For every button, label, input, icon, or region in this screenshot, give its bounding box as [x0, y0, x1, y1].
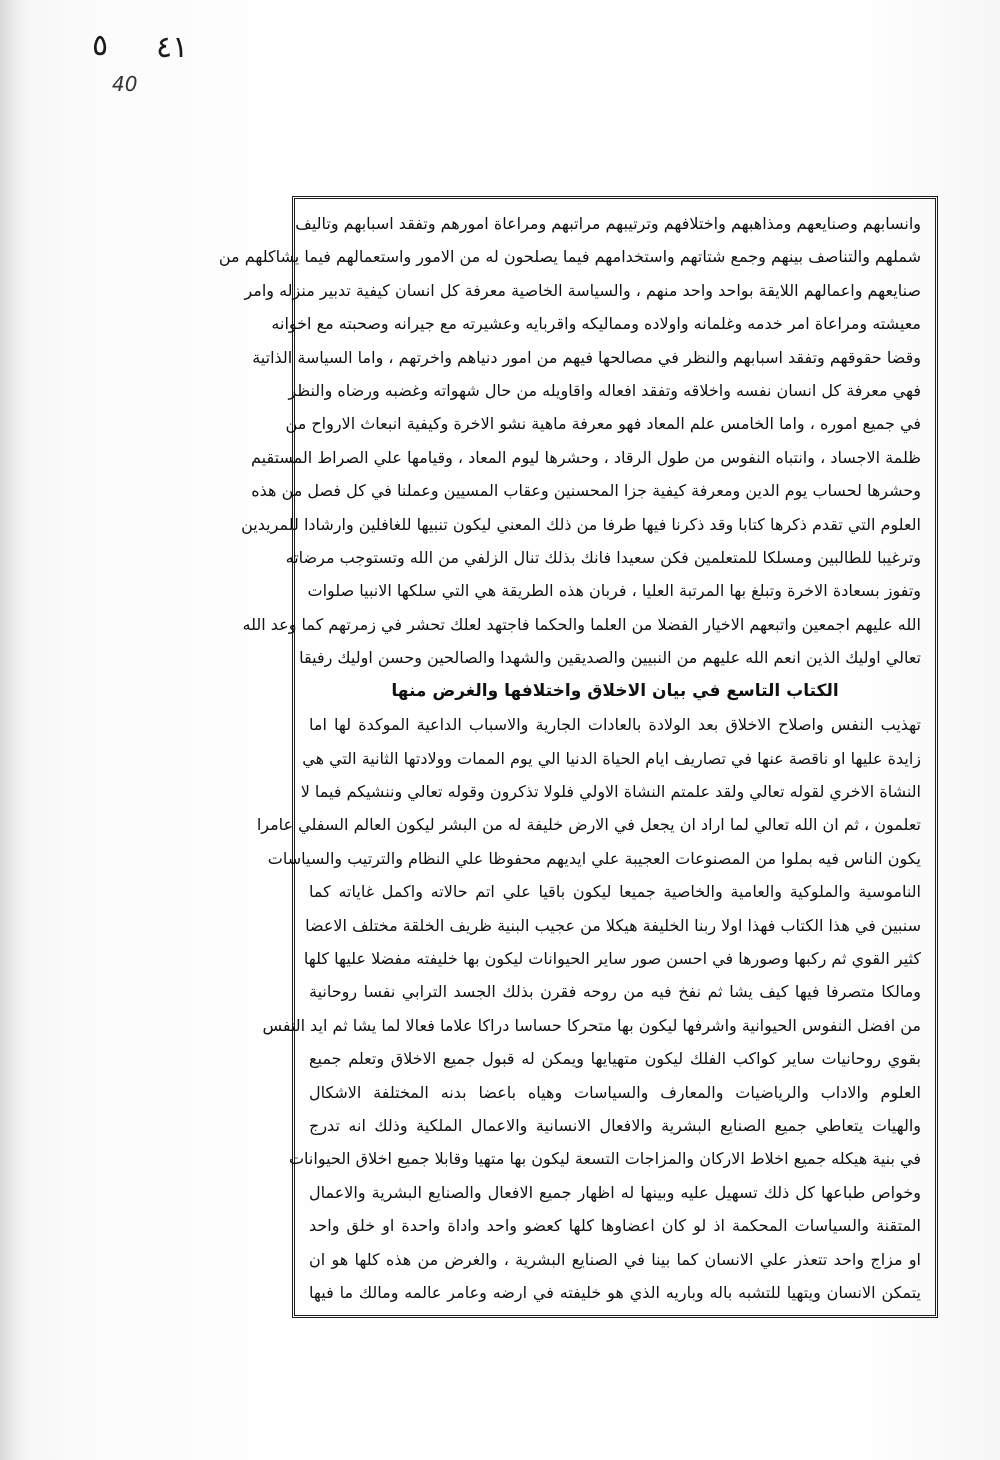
text-frame	[218, 196, 938, 1318]
text-line: تهذيب النفس واصلاح الاخلاق بعد الولادة بالعادات الجارية والاسباب الداعية الموكدة لها اما	[309, 715, 921, 735]
text-line: تعالي اوليك الذين انعم الله عليهم من النبيين والصديقين والشهدا والصالحين وحسن اوليك رفيقا	[299, 648, 921, 668]
folio-mark-handwritten: ٥	[92, 28, 109, 63]
text-line: العلوم والاداب والرياضيات والمعارف والسياسات وهياه باعضا بدنه المختلفة الاشكال	[309, 1082, 921, 1102]
text-line: وحشرها لحساب يوم الدين ومعرفة كيفية جزا المحسنين وعقاب المسيين وعملنا في كل فصل من هذه	[251, 481, 921, 501]
text-line: ومالكا متصرفا فيها كيف يشا ثم نفخ فيه من روحه فقرن بذلك الجسد الترابي نفسا روحانية	[309, 982, 921, 1002]
text-line: معيشته ومراعاة امر خدمه وغلمانه واولاده ومماليكه واقربايه وعشيرته مع جيرانه وصحبته مع اخوانه	[271, 314, 921, 334]
text-line: وانسابهم وصنايعهم ومذاهبهم واختلافهم وترتيبهم مراتبهم ومراعاة امورهم وتفقد اسبابهم وتاليف	[295, 214, 921, 233]
text-line: الناموسية والملوكية والعامية والخاصية جميعا ليكون باقيا علي اتم حالاته واكمل غاياته كما	[309, 882, 921, 902]
text-line: بقوي روحانيات ساير كواكب الفلك ليكون متهيايها ويمكن له قبول جميع الاخلاق وتعلم جميع	[309, 1049, 921, 1069]
text-line: يكون الناس فيه بملوا من المصنوعات العجيبة علي ايديهم محفوظا علي النظام والترتيب والسياسات	[267, 848, 921, 868]
text-line: ظلمة الاجساد ، وانتباه النفوس من طول الرقاد ، وحشرها ليوم المعاد ، وقيامها علي الصراط المستقيم	[251, 447, 921, 467]
manuscript-text-block	[218, 211, 921, 1305]
text-line: من افضل النفوس الحيوانية واشرفها ليكون بها متحركا حساسا دراكا علاما فعالا لما يشا ثم ايد النفس	[262, 1015, 921, 1035]
text-line: العلوم التي تقدم ذكرها كتابا وقد ذكرنا فيها طرفا من ذلك المعني ليكون تنبيها للغافلين وارشادا للمريدين	[241, 514, 921, 534]
text-line: فهي معرفة كل انسان نفسه واخلاقه وتفقد افعاله واقاويله من حال شهواته وغضبه ورضاه والنظر	[288, 381, 921, 401]
text-line: في جميع اموره ، واما الخامس علم المعاد فهو معرفة ماهية نشو الاخرة وكيفية انبعاث الارواح من	[285, 414, 921, 434]
text-line: زايدة عليها او ناقصة عنها في تصاريف ايام الحياة الدنيا الي يوم الممات وولادتها الثانية التي هي	[302, 748, 921, 768]
text-line: او مزاج واحد تتعذر علي الانسان كما بينا في الصنايع البشرية ، والغرض من هذه كلها هو ان	[309, 1249, 921, 1269]
chapter-heading: الكتاب التاسع في بيان الاخلاق واختلافها والغرض منها	[391, 680, 839, 701]
text-line: النشاة الاخري لقوله تعالي ولقد علمتم النشاة الاولي فلولا تذكرون وقوله تعالي وننشيكم فيما لا	[300, 781, 921, 801]
text-line: وخواص طباعها كل ذلك تسهيل عليه وبينها له اظهار جميع الافعال والصنايع البشرية والاعمال	[309, 1182, 921, 1202]
text-line: سنبين في هذا الكتاب فهذا اولا ربنا الخليفة هيكلا من عجيب البنية ظريف الخلقة مختلف الاعضا	[305, 915, 921, 935]
page-binding-shadow	[0, 0, 28, 1460]
text-line: صنايعهم واعمالهم اللايقة بواحد واحد منهم ، والسياسة الخاصية معرفة كل انسان كيفية تدبير منزله وامر	[244, 280, 921, 300]
text-line: كثير القوي ثم ركبها وصورها في احسن صور ساير الحيوانات ليكون بها خليفته مفضلا عليها كلها	[303, 948, 921, 968]
text-line: شملهم والتناصف بينهم وجمع شتاتهم واستخدامهم فيما يصلحون له من الامور واستعمالهم فيما يشاكلهم من	[218, 247, 921, 267]
text-line: والهيات يتعاطي جميع الصنايع البشرية والافعال الانسانية والاعمال الملكية وذلك انه تدرج	[309, 1115, 921, 1135]
text-line: وقضا حقوقهم وتفقد اسبابهم والنظر في مصالحها فيهم من امور دنياهم واخرتهم ، واما السياسة الذاتية	[252, 347, 921, 367]
text-line: وتفوز بسعادة الاخرة وتبلغ بها المرتبة العليا ، فربان هذه الطريقة هي التي سلكها الانبيا صلوات	[307, 581, 921, 601]
text-line: المتقنة والسياسات المحكمة اذ لو كان اعضاوها كلها كعضو واحد واداة واحدة او خلق واحد	[309, 1216, 921, 1236]
text-line: الله عليهم اجمعين واتبعهم الاخيار الفضلا من العلما والحكما فاجتهد لعلك تحشر في زمرتهم كما وعد الله	[242, 614, 921, 634]
folio-number-arabic: ٤١	[156, 30, 189, 65]
folio-number-latin: 40	[112, 72, 138, 96]
text-line: وترغيبا للطالبين ومسلكا للمتعلمين فكن سعيدا فانك بذلك تنال الزلفي من الله وتستوجب مرضاته	[285, 548, 921, 568]
text-line: تعلمون ، ثم ان الله تعالي لما اراد ان يجعل في الارض خليفة له من البشر ليكون العالم السفلي عامرا	[256, 815, 921, 835]
text-line: يتمكن الانسان ويتهيا للتشبه باله وباريه الذي هو خليفته في ارضه وعامر عالمه ومالك ما فيها	[309, 1283, 921, 1302]
text-line: في بنية هيكله جميع اخلاط الاركان والمزاجات التسعة ليكون بها متهيا وقابلا جميع اخلاق الحيوانات	[288, 1149, 921, 1169]
